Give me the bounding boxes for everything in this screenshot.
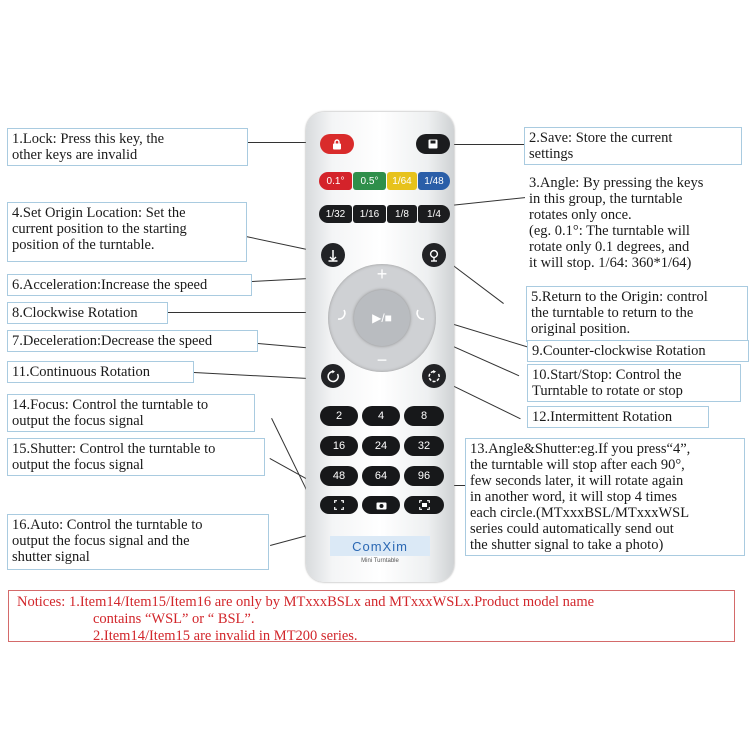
label-deceleration: 7.Deceleration:Decrease the speed — [7, 330, 258, 352]
auto-key[interactable] — [404, 496, 444, 514]
lock-icon — [332, 139, 342, 150]
set-origin-icon — [327, 249, 339, 262]
label-intermittent: 12.Intermittent Rotation — [527, 406, 709, 428]
continuous-rotation-icon — [327, 370, 340, 383]
clockwise-icon — [332, 306, 348, 322]
counter-clockwise-icon — [414, 306, 430, 322]
label-focus: 14.Focus: Control the turntable to output the focus signal — [7, 394, 255, 432]
auto-icon — [419, 500, 430, 510]
angle-key-0-5[interactable]: 0.5° — [353, 172, 386, 190]
angle-shutter-key-24[interactable]: 24 — [362, 436, 400, 456]
label-set-origin: 4.Set Origin Location: Set the current position to the starting position of the turntable. — [7, 202, 247, 262]
angle-key-0-1[interactable]: 0.1° — [319, 172, 352, 190]
angle-shutter-key-32[interactable]: 32 — [404, 436, 444, 456]
label-return-origin: 5.Return to the Origin: control the turntable to return to the original position. — [526, 286, 748, 342]
label-acceleration: 6.Acceleration:Increase the speed — [7, 274, 252, 296]
angle-key-1-32[interactable]: 1/32 — [319, 205, 352, 223]
continuous-rotation-key[interactable] — [321, 364, 345, 388]
angle-shutter-key-64[interactable]: 64 — [362, 466, 400, 486]
save-icon — [428, 139, 438, 149]
deceleration-key[interactable]: − — [376, 350, 388, 370]
label-start-stop: 10.Start/Stop: Control the Turntable to rotate or stop — [527, 364, 741, 402]
notice-line-3: 2.Item14/Item15 are invalid in MT200 series. — [93, 628, 358, 644]
counter-clockwise-key[interactable] — [414, 306, 434, 326]
intermittent-rotation-icon — [428, 370, 441, 383]
label-counter-clockwise: 9.Counter-clockwise Rotation — [527, 340, 749, 362]
acceleration-key[interactable]: + — [376, 264, 388, 284]
angle-shutter-key-2[interactable]: 2 — [320, 406, 358, 426]
intermittent-rotation-key[interactable] — [422, 364, 446, 388]
angle-shutter-key-96[interactable]: 96 — [404, 466, 444, 486]
return-origin-key[interactable] — [422, 243, 446, 267]
brand-logo: ComXim — [330, 536, 430, 556]
connector-line — [450, 197, 530, 207]
angle-key-1-4[interactable]: 1/4 — [418, 205, 450, 223]
label-shutter: 15.Shutter: Control the turntable to output the focus signal — [7, 438, 265, 476]
label-lock: 1.Lock: Press this key, the other keys are invalid — [7, 128, 248, 166]
label-save: 2.Save: Store the current settings — [524, 127, 742, 165]
shutter-icon — [376, 501, 387, 510]
focus-icon — [334, 500, 344, 510]
notice-line-1: Notices: 1.Item14/Item15/Item16 are only by MTxxxBSLx and MTxxxWSLx.Product model name — [17, 594, 595, 610]
notice-box — [8, 590, 735, 642]
angle-shutter-key-8[interactable]: 8 — [404, 406, 444, 426]
set-origin-key[interactable] — [321, 243, 345, 267]
save-key[interactable] — [416, 134, 450, 154]
angle-shutter-key-48[interactable]: 48 — [320, 466, 358, 486]
angle-key-1-16[interactable]: 1/16 — [353, 205, 386, 223]
angle-shutter-key-16[interactable]: 16 — [320, 436, 358, 456]
shutter-key[interactable] — [362, 496, 400, 514]
angle-key-1-48[interactable]: 1/48 — [418, 172, 450, 190]
notice-line-2: contains “WSL” or “ BSL”. — [93, 611, 255, 627]
focus-key[interactable] — [320, 496, 358, 514]
angle-key-1-8[interactable]: 1/8 — [387, 205, 417, 223]
label-angle: 3.Angle: By pressing the keys in this group, the turntable rotates only once. (eg. 0.1°: The turntable will rotate only 0.1 degrees, and it will stop. 1/64: 360*1/64) — [525, 173, 747, 279]
label-clockwise: 8.Clockwise Rotation — [7, 302, 168, 324]
label-continuous: 11.Continuous Rotation — [7, 361, 194, 383]
start-stop-key[interactable]: ▶/■ — [354, 290, 410, 346]
lock-key[interactable] — [320, 134, 354, 154]
angle-key-1-64[interactable]: 1/64 — [387, 172, 417, 190]
clockwise-key[interactable] — [332, 306, 352, 326]
label-auto: 16.Auto: Control the turntable to output the focus signal and the shutter signal — [7, 514, 269, 570]
model-text: Mini Turntable — [361, 558, 399, 564]
return-origin-icon — [428, 249, 440, 262]
angle-shutter-key-4[interactable]: 4 — [362, 406, 400, 426]
label-angle-shutter: 13.Angle&Shutter:eg.If you press“4”, the turntable will stop after each 90°, few seconds later, it will rotate again in another word, it will stop 4 times each circle.(MTxxxBSL/MTxxxWSL series could automatically send out the shutter signal to take a photo) — [465, 438, 745, 556]
